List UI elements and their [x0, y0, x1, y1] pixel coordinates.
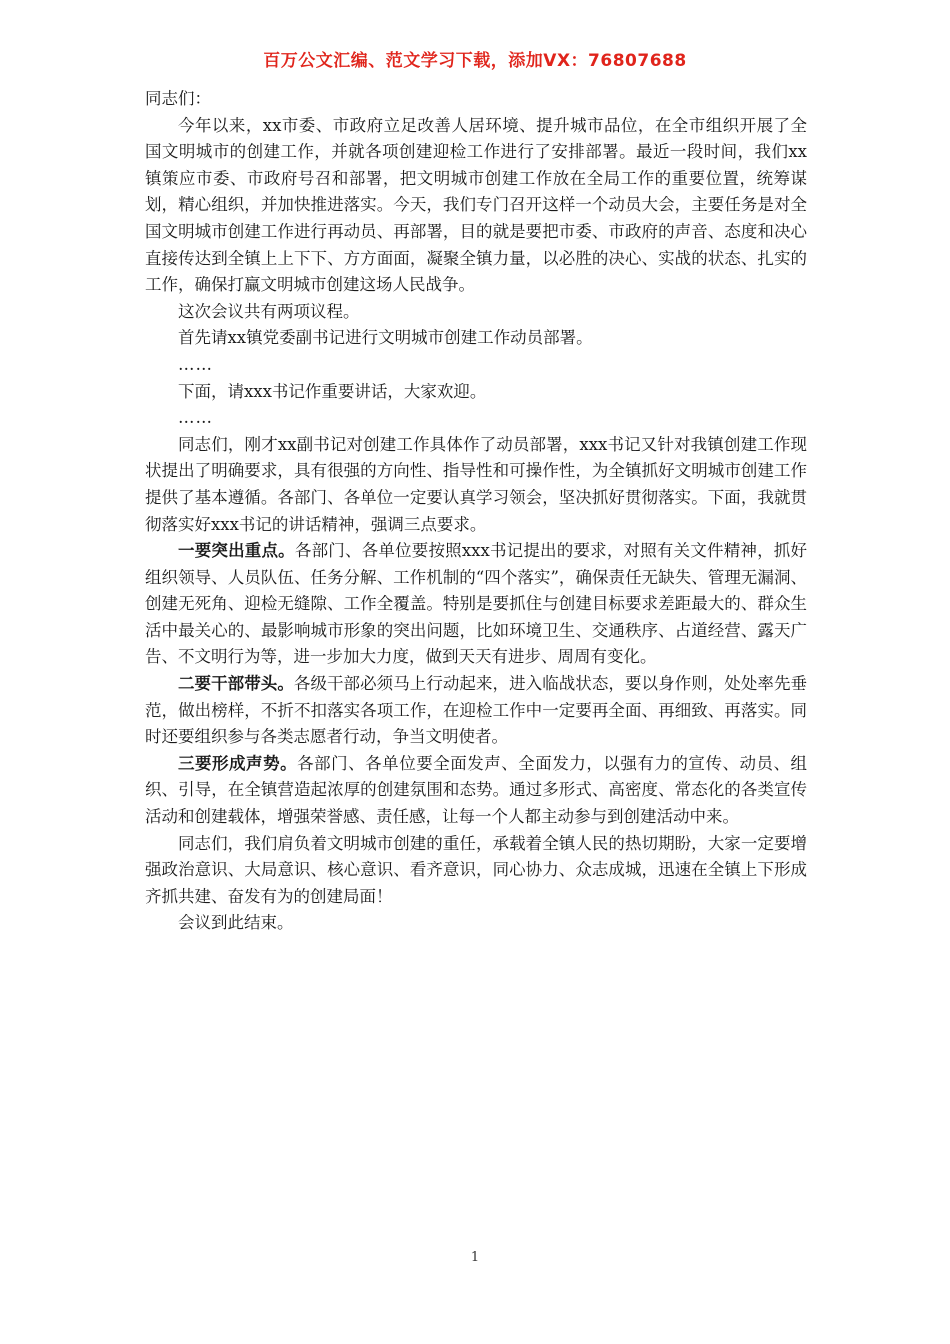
page-number: 1: [470, 1250, 480, 1265]
document-body: [145, 86, 807, 937]
requirement-2: [145, 671, 807, 751]
requirement-3-text: 各部门、各单位要全面发声、全面发力，以强有力的宣传、动员、组织、引导，在全镇营造起浓厚的创建氛围和态势。通过多形式、高密度、常态化的各类宣传活动和创建载体，增强荣誉感、责任感，让每一个人都主动参与到创建活动中来。: [145, 753, 808, 827]
ellipsis-1: ……: [178, 354, 213, 374]
requirement-1-text: 各部门、各单位要按照xxx书记提出的要求，对照有关文件精神，抓好组织领导、人员队伍、任务分解、工作机制的“四个落实”，确保责任无缺失、管理无漏洞、创建无死角、迎检无缝隙、工作全覆盖。特别是要抓住与创建目标要求差距最大的、群众生活中最关心的、最影响城市形象的突出问题，比如环境卫生、交通秩序、占道经营、露天广告、不文明行为等，进一步加大力度，做到天天有进步、周周有变化。: [145, 541, 808, 667]
requirement-2-lead: 二要干部带头。: [178, 674, 294, 694]
paragraph-first-item: 首先请xx镇党委副书记进行文明城市创建工作动员部署。: [178, 328, 593, 348]
paragraph-intro: 今年以来，xx市委、市政府立足改善人居环境、提升城市品位，在全市组织开展了全国文明城市的创建工作，并就各项创建迎检工作进行了安排部署。最近一段时间，我们xx镇策应市委、市政府号召和部署，把文明城市创建工作放在全局工作的重要位置，统筹谋划，精心组织，并加快推进落实。今天，我们专门召开这样一个动员大会，主要任务是对全国文明城市创建工作进行再动员、再部署，目的就是要把市委、市政府的声音、态度和决心直接传达到全镇上上下下、方方面面，凝聚全镇力量，以必胜的决心、实战的状态、扎实的工作，确保打赢文明城市创建这场人民战争。: [145, 115, 807, 295]
paragraph-end: 会议到此结束。: [178, 913, 294, 933]
paragraph-summary: 同志们，刚才xx副书记对创建工作具体作了动员部署，xxx书记又针对我镇创建工作现状提出了明确要求，具有很强的方向性、指导性和可操作性，为全镇抓好文明城市创建工作提供了基本遵循。各部门、各单位一定要认真学习领会，坚决抓好贯彻落实。下面，我就贯彻落实好xxx书记的讲话精神，强调三点要求。: [145, 434, 807, 534]
salutation: 同志们：: [145, 89, 211, 108]
requirement-2-text: 各级干部必须马上行动起来，进入临战状态，要以身作则，处处率先垂范，做出榜样，不折不扣落实各项工作，在迎检工作中一定要再全面、再细致、再落实。同时还要组织参与各类志愿者行动，争当文明使者。: [145, 674, 808, 747]
paragraph-closing: 同志们，我们肩负着文明城市创建的重任，承载着全镇人民的热切期盼，大家一定要增强政治意识、大局意识、核心意识、看齐意识，同心协力、众志成城，迅速在全镇上下形成齐抓共建、奋发有为的创建局面！: [145, 833, 807, 906]
paragraph-second-item: 下面，请xxx书记作重要讲话，大家欢迎。: [178, 381, 487, 401]
requirement-3-lead: 三要形成声势。: [178, 753, 298, 773]
requirement-1-lead: 一要突出重点。: [178, 541, 295, 561]
requirement-3: [145, 751, 807, 831]
paragraph-agenda: 这次会议共有两项议程。: [178, 301, 360, 321]
requirement-1: [145, 538, 807, 671]
ellipsis-2: ……: [178, 408, 213, 428]
header-banner: 百万公文汇编、范文学习下载，添加VX：76807688: [263, 51, 687, 71]
